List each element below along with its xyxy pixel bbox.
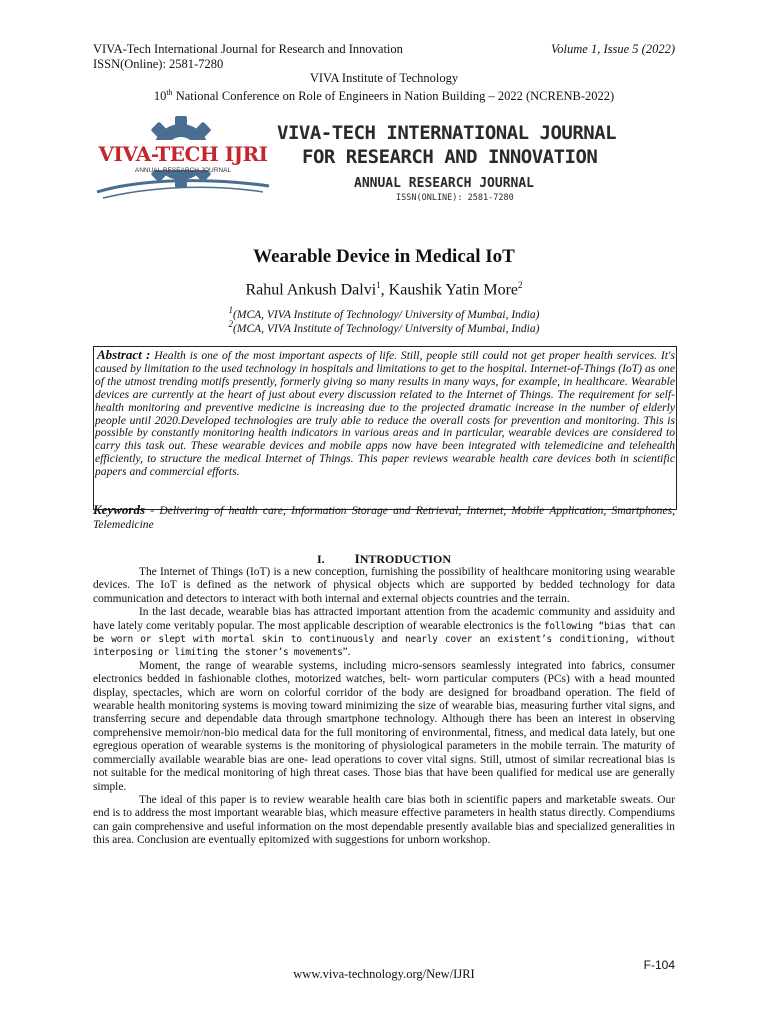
abstract-text: Health is one of the most important aspects of life. Still, people still could not get proper health services. It's caused by limitation to the used technology in hospitals and limitations to get to the hospital. Internet-of-Things (IoT) as one of the utmost trending motifs presently, formerly giving so many results in many ways, for example, in healthcare. Wearable devices are currently at the heart of just about every discussion related to the Internet of Things. The requirement for self-health monitoring and preventive medicine is increasing due to the projected dramatic increase in the number of elderly people until 2020.Developed technologies are truly able to reduce the overall costs for prevention and monitoring. This is possible by constantly monitoring health indicators in various areas and in particular, wearable devices are considered to carry this task out. These wearable devices and mobile apps now have been integrated with telemedicine and telehealth efficiently, to structure the medical Internet of Things. This paper reviews wearable health care devices both in scientific papers and commercial efforts. <box>95 349 675 479</box>
section-title-rest: NTRODUCTION <box>359 552 452 566</box>
affiliation-2 <box>0 319 768 335</box>
conference-number: 10 <box>153 89 167 104</box>
conference-ordinal: th <box>166 88 173 97</box>
paragraph-2-end: ”. <box>342 646 351 659</box>
keywords <box>93 503 675 531</box>
journal-name: VIVA-Tech International Journal for Research and Innovation <box>93 42 403 56</box>
conference-line <box>0 85 768 104</box>
author-separator: , <box>380 281 389 299</box>
volume-issue: Volume 1, Issue 5 (2022) <box>551 42 675 56</box>
author-1-marker: 1 <box>376 280 381 290</box>
logo-brand: VIVA-TECH IJRI <box>98 142 268 166</box>
paper-title: Wearable Device in Medical IoT <box>253 246 515 267</box>
paragraph-2 <box>93 606 675 660</box>
affiliation-1-marker: 1 <box>228 305 234 315</box>
logo-title-line1: VIVA-TECH INTERNATIONAL JOURNAL <box>277 122 617 144</box>
footer-url: www.viva-technology.org/New/IJRI <box>293 967 475 981</box>
running-header-left <box>93 42 403 72</box>
logo-brand-subtitle: ANNUAL RESEARCH JOURNAL <box>134 167 232 174</box>
page-number: F-104 <box>643 958 675 972</box>
paragraph-1: The Internet of Things (IoT) is a new conception, furnishing the possibility of healthcare monitoring using wearable devices. The IoT is defined as the network of physical objects which are supported by bedded technology for data communication and detectors to interact with both internal and external objects countries and the terrain. <box>93 566 675 605</box>
author-2: Kaushik Yatin More <box>388 281 518 299</box>
abstract-label: Abstract : <box>97 347 151 362</box>
affiliation-2-marker: 2 <box>228 319 234 329</box>
journal-issn: ISSN(Online): 2581-7280 <box>93 57 224 71</box>
section-title-initial: I <box>354 551 360 566</box>
paragraph-2-start: In the last decade, wearable bias has attracted important attention from the academic community and assiduity and have lately come veritably popular. The most applicable description of wearable electronics is the <box>93 606 675 632</box>
journal-logo <box>93 112 273 204</box>
author-list <box>0 280 768 299</box>
section-heading <box>0 551 768 567</box>
paragraph-2-quote: following “bias that can be worn or slept with mortal skin to continuously and nearly cover an existent’s conditioning, without interposing or limiting the stoner’s movements <box>93 620 676 659</box>
author-1: Rahul Ankush Dalvi <box>245 281 377 299</box>
paragraph-4: The ideal of this paper is to review wearable health care bias both in scientific papers and marketable sweats. Our end is to address the most important wearable bias, which measure effective parameters in health status directly. Compendiums can gain comprehensive and useful information on the most dependable presently available bias and specialized generalities in this area. Conclusion are eventually epitomized with suggestions for unborn workshop. <box>93 793 675 847</box>
section-number: I. <box>316 552 325 566</box>
body-text <box>93 566 675 848</box>
affiliation-2-text: (MCA, VIVA Institute of Technology/ University of Mumbai, India) <box>233 322 540 335</box>
logo-subtitle: ANNUAL RESEARCH JOURNAL <box>354 176 535 191</box>
abstract-box <box>93 346 677 510</box>
affiliation-1-text: (MCA, VIVA Institute of Technology/ University of Mumbai, India) <box>233 308 540 321</box>
paragraph-3: Moment, the range of wearable systems, including micro-sensors seamlessly integrated into fabrics, consumer electronics bedded in fashionable clothes, motorized watches, belt- worn particular computers (PCs) with a head mounted display, spectacles, which are worn on colorful corridor of the body are designed for broadband operation. The field of wearable health monitoring systems is moving toward minimizing the size of wearable bias, measuring further vital signs, and transferring secure and dependable data through smartphone technology. Although there has been an interest in observing comprehensive memoir/non-bio medical data for the full monitoring of environmental, fitness, and medical data lately, but one egregious operation of wearable systems is the monitoring of physiological parameters in the mobile terrain. The maturity of commercially available wearable bias are one- lead operations to cover vital signs. Still, utmost of similar recreational bias is not suitable for the medical monitoring of high threat cases. Those bias that have been qualified for medical use are generally simple. <box>93 659 675 793</box>
logo-issn: ISSN(ONLINE): 2581-7280 <box>396 193 514 203</box>
conference-title: National Conference on Role of Engineers in Nation Building – 2022 (NCRENB-2022) <box>172 89 615 104</box>
abstract-paragraph <box>94 349 676 479</box>
keywords-label: Keywords <box>93 502 145 517</box>
author-2-marker: 2 <box>518 280 523 290</box>
logo-title-line2: FOR RESEARCH AND INNOVATION <box>302 146 598 168</box>
keywords-dash: - <box>145 504 160 517</box>
keywords-text: Delivering of health care, Information Storage and Retrieval, Internet, Mobile Application, Smartphones, Telemedicine <box>93 504 675 531</box>
institute-name: VIVA Institute of Technology <box>309 71 459 85</box>
